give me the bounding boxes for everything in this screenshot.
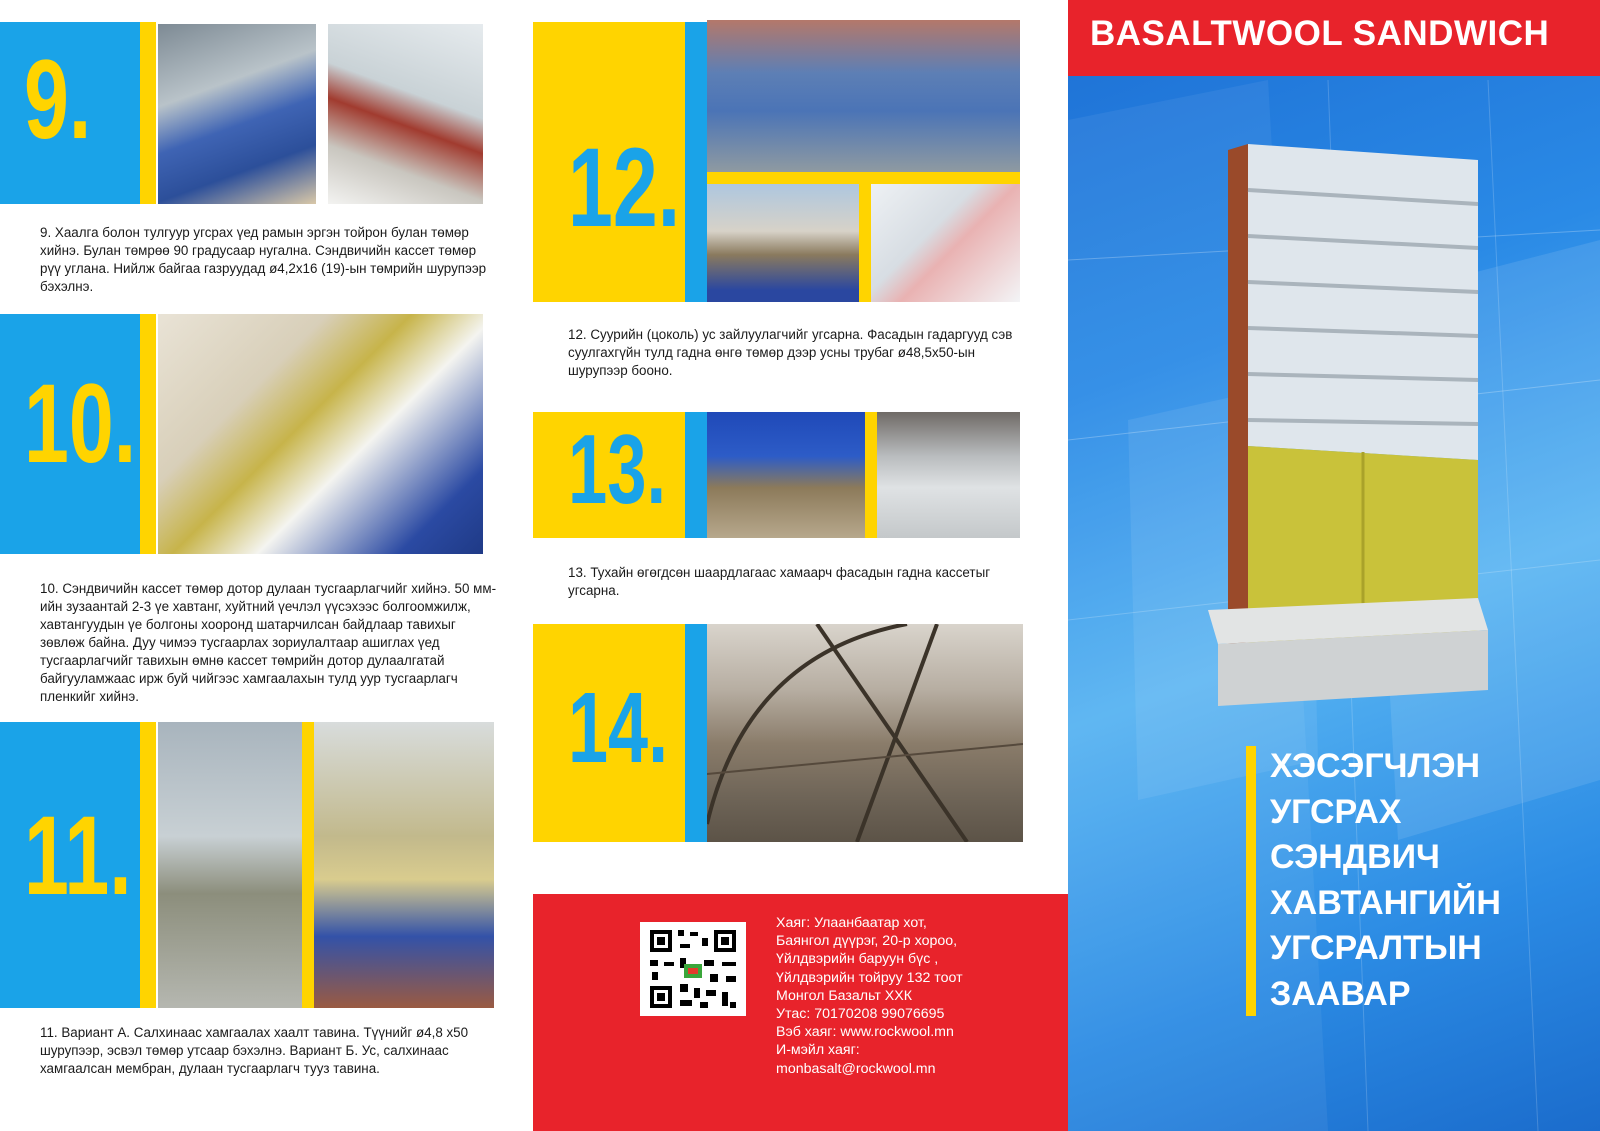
contact-line: Үйлдвэрийн тойруу 132 тоот xyxy=(776,969,963,986)
contact-line: Монгол Базальт ХХК xyxy=(776,987,912,1004)
brand-title-bar xyxy=(1068,0,1600,76)
step14-photo-hall xyxy=(707,624,1023,842)
step14-number: 14. xyxy=(568,672,669,784)
step11-photo-fitting xyxy=(314,722,494,1008)
step14-blue-bar xyxy=(685,624,707,842)
contact-line: Баянгол дүүрэг, 20-р хороо, xyxy=(776,933,958,950)
step10-photo-insulation xyxy=(158,314,483,554)
contact-line: Үйлдвэрийн баруун бүс , xyxy=(776,951,939,968)
step12-photo-wall-top xyxy=(707,20,1020,172)
main-title-line: УГСРАХ xyxy=(1270,792,1402,831)
cover-panel xyxy=(1068,0,1600,1131)
contact-line: Хаяг: Улаанбаатар хот, xyxy=(776,915,927,931)
contact-line: И-мэйл хаяг: xyxy=(776,1042,860,1059)
step11-description: 11. Вариант А. Салхинаас хамгаалах хаалт тавина. Түүнийг ø4,8 x50 шурупээр, эсвэл төмөр утсаар бэхэлнэ. Вариант Б. Ус, салхинаас хамгаалсан мембран, дулаан тусгаарлагч тууз тавина. xyxy=(40,1025,469,1076)
step14-hall-structure xyxy=(707,624,1023,842)
step12-photo-scaffold xyxy=(707,184,859,302)
step11-photo-scaffold xyxy=(158,722,302,1008)
step11-yellow-bar xyxy=(140,722,156,1008)
step13-number: 13. xyxy=(568,414,667,524)
step9-photo-drill xyxy=(328,24,483,204)
step12-number: 12. xyxy=(568,125,681,250)
main-title-line: СЭНДВИЧ xyxy=(1270,838,1440,876)
brand-title: BASALTWOOL SANDWICH xyxy=(1090,14,1550,53)
step9-photo-worker xyxy=(158,24,316,204)
step9-yellow-bar xyxy=(140,22,156,204)
step9-number: 9. xyxy=(24,37,92,162)
step9-description: 9. Хаалга болон тулгуур угсрах үед рамын эргэн тойрон булан төмөр хийнэ. Булан төмрөө 90 градусаар нугална. Сэндвичийн кассет төмөр рүү углана. Нийлж байгаа газруудад ø4,2x16 (19)-ын төмрийн шурупээр бэхэлнэ. xyxy=(40,225,487,294)
contact-email[interactable]: monbasalt@rockwool.mn xyxy=(776,1060,936,1077)
step12-photo-insulation xyxy=(871,184,1020,302)
main-title-line: ЗААВАР xyxy=(1270,974,1411,1013)
main-title xyxy=(1270,744,1501,1017)
step11-yellow-divider xyxy=(302,722,314,1008)
step12-description: 12. Суурийн (цоколь) ус зайлуулагчийг угсарна. Фасадын гадаргууд сэв суулгахгүйн тулд гадна өнгө төмөр дээр усны трубаг ø48,5x50-ын шурупээр бооно. xyxy=(568,327,1013,378)
main-title-line: ХЭСЭГЧЛЭН xyxy=(1270,747,1481,785)
contact-line: Утас: 70170208 99076695 xyxy=(776,1006,945,1023)
step12-yellow-divider xyxy=(859,184,871,302)
step13-description: 13. Тухайн өгөгдсөн шаардлагаас хамаарч фасадын гадна кассетыг угсарна. xyxy=(568,565,991,598)
title-yellow-accent xyxy=(1246,746,1256,1016)
step12-yellow-strip xyxy=(707,172,1020,184)
step13-photo-arch xyxy=(707,412,865,538)
step10-yellow-bar xyxy=(140,314,156,554)
qr-code xyxy=(640,922,746,1016)
main-title-line: ХАВТАНГИЙН xyxy=(1270,883,1501,922)
main-title-line: УГСРАЛТЫН xyxy=(1270,929,1482,967)
step13-blue-bar xyxy=(685,412,707,538)
step11-number: 11. xyxy=(24,793,132,918)
step10-description: 10. Сэндвичийн кассет төмөр дотор дулаан тусгаарлагчийг хийнэ. 50 мм-ийн зузаантай 2-3 үе хавтанг, хуйтний үечлэл үүсэхээс болгоомжилж, хавтангуудын үе болгоны хооронд шатарчилсан байдлаар тавихыг зөвлөж байна. Дуу чимээ тусгаарлах зориулалтаар ашиглах үед тусгаарлагчийг тавихын өмнө кассет төмрийн дотор дулаалгатай байгууламжаас ирж буй чийгээс хамгаалахын тулд уур тусгаарлагч пленкийг хийнэ. xyxy=(40,581,497,704)
contact-info xyxy=(776,914,963,1078)
step12-blue-bar xyxy=(685,22,707,302)
contact-website[interactable]: Вэб хаяг: www.rockwool.mn xyxy=(776,1024,954,1041)
step13-yellow-divider xyxy=(865,412,877,538)
step13-photo-roof xyxy=(877,412,1020,538)
qr-code-image xyxy=(640,922,746,1016)
step10-number: 10. xyxy=(24,361,137,486)
sandwich-panel-illustration xyxy=(1188,130,1588,710)
